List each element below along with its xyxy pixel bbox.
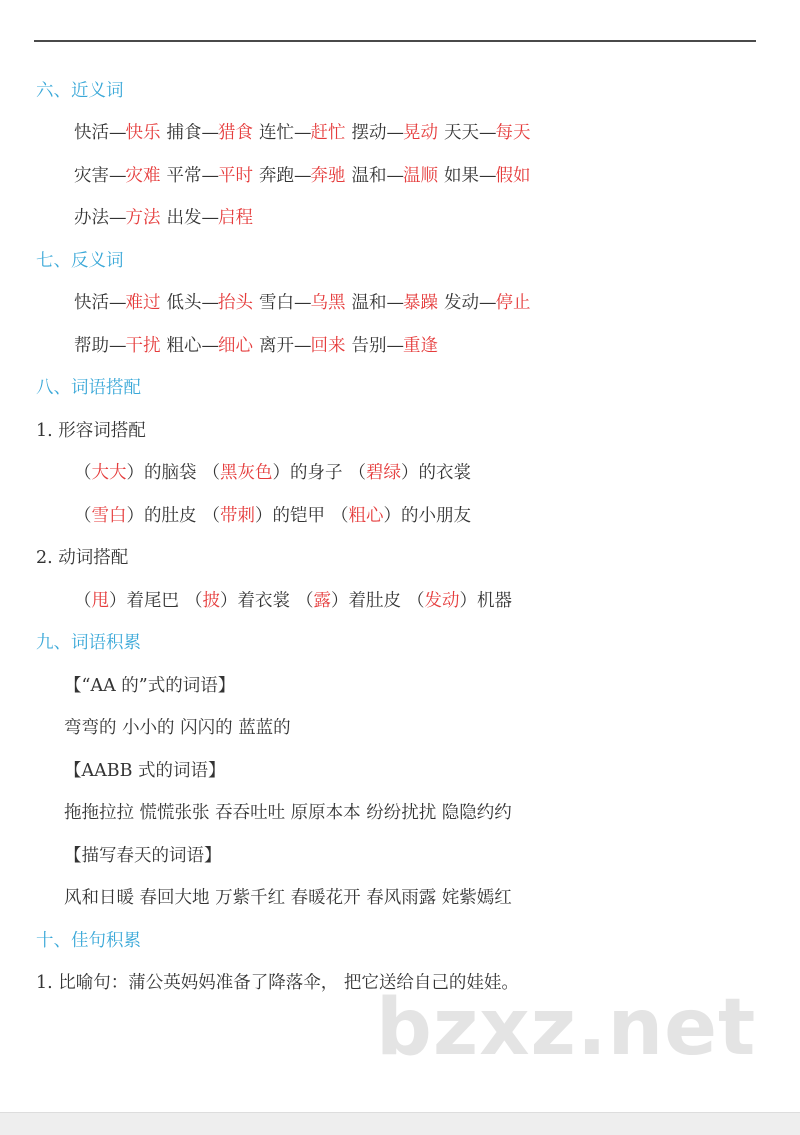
- bracket-close: ）: [220, 591, 238, 611]
- dash: —: [294, 293, 311, 313]
- answer-word: 方法: [125, 208, 161, 228]
- answer-word: 碧绿: [366, 463, 401, 483]
- word: 快活: [74, 293, 109, 313]
- answer-word: 启程: [218, 208, 253, 228]
- bracket-open: （: [331, 506, 349, 526]
- answer-word: 难过: [125, 293, 161, 313]
- bracket-close: ）: [126, 506, 144, 526]
- phrase: 的衣裳: [418, 463, 471, 483]
- answer-word: 灾难: [125, 166, 161, 186]
- phrase: 的肚皮: [144, 506, 197, 526]
- bracket-close: ）: [331, 591, 349, 611]
- word-pair: [259, 336, 346, 356]
- word-pair: [444, 123, 531, 143]
- answer-word: 温顺: [403, 166, 438, 186]
- word: 发动: [444, 293, 479, 313]
- dash: —: [201, 166, 218, 186]
- answer-word: 披: [202, 591, 220, 611]
- answer-word: 回来: [310, 336, 346, 356]
- collocation-item: [349, 463, 472, 483]
- phrase: 的小朋友: [401, 506, 471, 526]
- phrase: 的身子: [290, 463, 343, 483]
- answer-word: 黑灰色: [220, 463, 273, 483]
- bracket-open: （: [74, 591, 92, 611]
- adj-collocation-title: 1. 形容词搭配: [36, 421, 146, 441]
- dash: —: [109, 336, 126, 356]
- bracket-close: ）: [126, 463, 144, 483]
- answer-word: 奔驰: [310, 166, 346, 186]
- dash: —: [386, 336, 403, 356]
- answer-word: 猎食: [218, 123, 253, 143]
- answer-word: 假如: [495, 166, 531, 186]
- dash: —: [109, 166, 126, 186]
- phrase: 的铠甲: [272, 506, 325, 526]
- collocation-item: [407, 591, 512, 611]
- word: 灾害: [74, 166, 109, 186]
- dash: —: [201, 123, 218, 143]
- bracket-close: ）: [255, 506, 273, 526]
- word-pair: [259, 123, 346, 143]
- word: 平常: [166, 166, 202, 186]
- section-title-synonyms: 六、近义词: [36, 81, 124, 101]
- collocation-item: [185, 591, 290, 611]
- answer-word: 停止: [495, 293, 531, 313]
- answer-word: 赶忙: [310, 123, 346, 143]
- collocation-item: [74, 591, 179, 611]
- phrase: 的脑袋: [144, 463, 197, 483]
- section-title-antonyms: 七、反义词: [36, 251, 124, 271]
- dash: —: [479, 293, 496, 313]
- dash: —: [294, 123, 311, 143]
- word: 雪白: [259, 293, 294, 313]
- word-pair: [167, 166, 254, 186]
- adj-collocation-row: [74, 461, 477, 485]
- word-pair: [74, 293, 161, 313]
- word-pair: [352, 166, 439, 186]
- synonym-row: [74, 164, 537, 188]
- answer-word: 抬头: [218, 293, 253, 313]
- dash: —: [109, 123, 126, 143]
- dash: —: [479, 166, 496, 186]
- bracket-close: ）: [459, 591, 477, 611]
- dash: —: [294, 166, 311, 186]
- dash: —: [294, 336, 311, 356]
- bracket-open: （: [407, 591, 425, 611]
- word-pair: [74, 166, 161, 186]
- collocation-item: [74, 463, 197, 483]
- phrase: 着衣裳: [237, 591, 290, 611]
- dash: —: [386, 123, 403, 143]
- aa-words: 弯弯的 小小的 闪闪的 蓝蓝的: [64, 718, 291, 738]
- word-pair: [259, 293, 346, 313]
- section-title-accumulation: 九、词语积累: [36, 633, 141, 653]
- word: 出发: [166, 208, 202, 228]
- watermark: bzxz.net: [376, 983, 757, 1073]
- dash: —: [109, 293, 126, 313]
- word-pair: [444, 166, 531, 186]
- word-pair: [74, 336, 161, 356]
- bracket-open: （: [202, 463, 220, 483]
- bracket-close: ）: [401, 463, 419, 483]
- adj-collocation-row: [74, 504, 477, 528]
- collocation-item: [203, 463, 343, 483]
- word-pair: [167, 208, 254, 228]
- dash: —: [201, 336, 218, 356]
- synonym-row: [74, 206, 259, 230]
- answer-word: 雪白: [91, 506, 127, 526]
- bracket-open: （: [74, 506, 92, 526]
- bracket-close: ）: [383, 506, 401, 526]
- word: 奔跑: [259, 166, 294, 186]
- collocation-item: [203, 506, 326, 526]
- phrase: 着尾巴: [126, 591, 179, 611]
- word: 告别: [351, 336, 387, 356]
- synonym-row: [74, 121, 537, 145]
- dash: —: [201, 208, 218, 228]
- dash: —: [386, 293, 403, 313]
- antonym-row: [74, 291, 537, 315]
- word: 帮助: [74, 336, 109, 356]
- word: 天天: [444, 123, 479, 143]
- bracket-close: ）: [272, 463, 290, 483]
- bracket-open: （: [185, 591, 203, 611]
- bracket-close: ）: [109, 591, 127, 611]
- dash: —: [109, 208, 126, 228]
- answer-word: 暴躁: [403, 293, 438, 313]
- dash: —: [479, 123, 496, 143]
- word: 摆动: [351, 123, 387, 143]
- bracket-open: （: [296, 591, 314, 611]
- bracket-open: （: [348, 463, 366, 483]
- word: 捕食: [166, 123, 202, 143]
- word: 温和: [351, 293, 387, 313]
- word-pair: [444, 293, 531, 313]
- answer-word: 重逢: [403, 336, 438, 356]
- word-pair: [167, 123, 254, 143]
- word-pair: [167, 336, 254, 356]
- aabb-words: 拖拖拉拉 慌慌张张 吞吞吐吐 原原本本 纷纷扰扰 隐隐约约: [64, 803, 512, 823]
- answer-word: 快乐: [125, 123, 161, 143]
- phrase: 机器: [477, 591, 512, 611]
- bottom-bar: [0, 1112, 800, 1135]
- word-pair: [74, 208, 161, 228]
- word: 办法: [74, 208, 109, 228]
- answer-word: 带刺: [220, 506, 255, 526]
- verb-collocation-row: [74, 589, 518, 613]
- section-title-collocation: 八、词语搭配: [36, 378, 141, 398]
- collocation-item: [331, 506, 471, 526]
- answer-word: 甩: [91, 591, 109, 611]
- word: 低头: [166, 293, 202, 313]
- answer-word: 晃动: [403, 123, 438, 143]
- aabb-words-title: 【AABB 式的词语】: [64, 761, 226, 781]
- answer-word: 露: [313, 591, 331, 611]
- phrase: 着肚皮: [348, 591, 401, 611]
- word-pair: [352, 293, 439, 313]
- word: 温和: [351, 166, 387, 186]
- dash: —: [201, 293, 218, 313]
- word-pair: [259, 166, 346, 186]
- simile-sentence: 1. 比喻句：蒲公英妈妈准备了降落伞， 把它送给自己的娃娃。: [36, 973, 519, 993]
- word-pair: [352, 336, 439, 356]
- answer-word: 大大: [91, 463, 127, 483]
- section-title-sentences: 十、佳句积累: [36, 931, 141, 951]
- word-pair: [352, 123, 439, 143]
- answer-word: 乌黑: [310, 293, 346, 313]
- dash: —: [386, 166, 403, 186]
- verb-collocation-title: 2. 动词搭配: [36, 548, 129, 568]
- bracket-open: （: [74, 463, 92, 483]
- top-divider: [34, 40, 756, 42]
- aa-words-title: 【“AA 的”式的词语】: [64, 676, 236, 696]
- spring-words-title: 【描写春天的词语】: [64, 846, 222, 866]
- word-pair: [74, 123, 161, 143]
- word: 连忙: [259, 123, 294, 143]
- antonym-row: [74, 334, 444, 358]
- bracket-open: （: [202, 506, 220, 526]
- word: 粗心: [166, 336, 202, 356]
- word: 快活: [74, 123, 109, 143]
- answer-word: 粗心: [348, 506, 384, 526]
- answer-word: 平时: [218, 166, 253, 186]
- answer-word: 发动: [424, 591, 460, 611]
- answer-word: 每天: [495, 123, 531, 143]
- spring-words: 风和日暖 春回大地 万紫千红 春暖花开 春风雨露 姹紫嫣红: [64, 888, 512, 908]
- answer-word: 细心: [218, 336, 253, 356]
- collocation-item: [296, 591, 401, 611]
- word-pair: [167, 293, 254, 313]
- word: 如果: [444, 166, 479, 186]
- answer-word: 干扰: [125, 336, 161, 356]
- collocation-item: [74, 506, 197, 526]
- word: 离开: [259, 336, 294, 356]
